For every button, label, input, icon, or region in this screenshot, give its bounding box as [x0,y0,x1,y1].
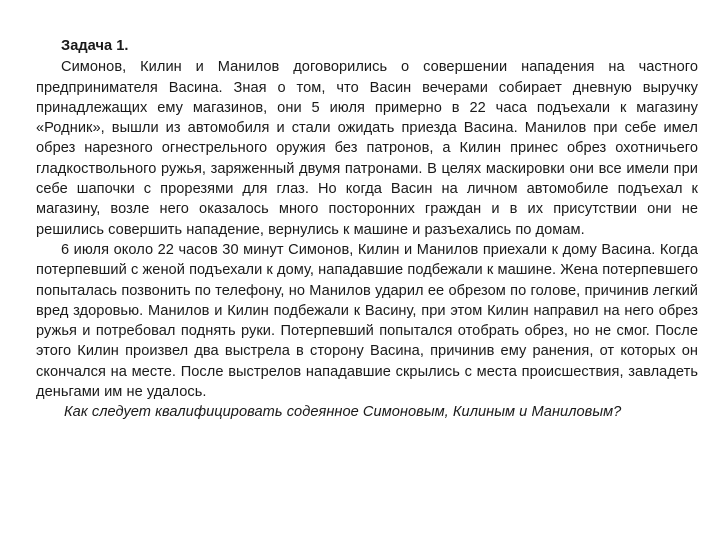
task-paragraph-2: 6 июля около 22 часов 30 минут Симонов, Килин и Манилов приехали к дому Васина. Когда потерпевший с женой подъехали к дому, нападавшие подбежали к машине. Жена потерпевшего попыталась позвонить по телефону, но Манилов ударил ее обрезом по голове, причинив легкий вред здоровью. Манилов и Килин подбежали к Васину, при этом Килин направил на него обрез ружья и потребовал поднять руки. Потерпевший попытался отобрать обрез, но не смог. После этого Килин произвел два выстрела в сторону Васина, причинив ему ранения, от которых он скончался на месте. После выстрелов нападавшие скрылись с места происшествия, завладеть деньгами им не удалось. [36,241,698,401]
task-paragraph-1: Симонов, Килин и Манилов договорились о совершении нападения на частного предпринимателя Васина. Зная о том, что Васин вечерами собирает дневную выручку принадлежащих ему магазинов, они 5 июля примерно в 22 часа подъехали к магазину «Родник», вышли из автомобиля и стали ожидать приезда Васина. Манилов при себе имел обрез нарезного огнестрельного оружия без патронов, а Килин принес обрез охотничьего гладкоствольного ружья, заряженный двумя патронами. В целях маскировки они все имели при себе шапочки с прорезями для глаз. Но когда Васин на личном автомобиле подъехал к магазину, возле него оказалось много посторонних граждан и в их присутствии они не решились совершить нападение, вернулись к машине и разъехались по домам. [36,59,698,238]
task-title: Задача 1. [61,38,129,54]
document-page [36,36,698,423]
task-question: Как следует квалифицировать содеянное Симоновым, Килиным и Маниловым? [64,404,622,421]
